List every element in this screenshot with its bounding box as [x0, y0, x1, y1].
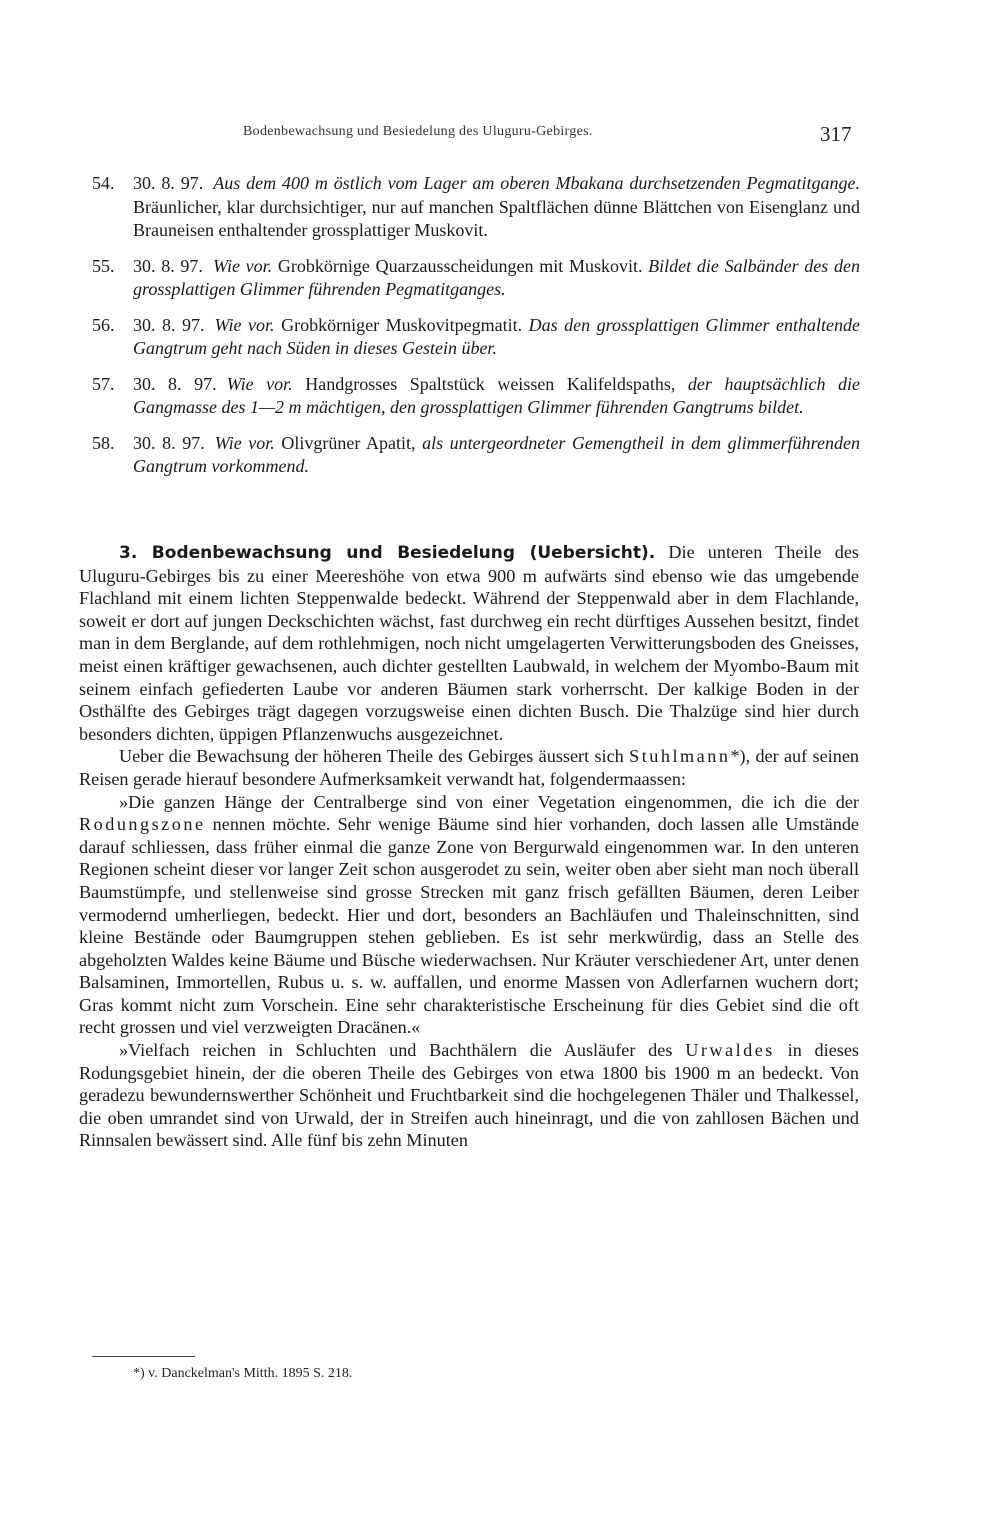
entry-number: 55. — [92, 255, 115, 276]
author-name: Stuhlmann — [629, 746, 731, 767]
entry-location: Wie vor. — [214, 314, 275, 335]
entry-location: Wie vor. — [226, 373, 293, 394]
entry-number: 54. — [92, 173, 115, 193]
entry-number: 56. — [92, 314, 115, 335]
specimen-list — [92, 172, 860, 491]
specimen-entry — [92, 172, 860, 243]
page-number: 317 — [820, 122, 852, 146]
entry-date: 30. 8. 97. — [133, 173, 204, 193]
running-head: Bodenbewachsung und Besiedelung des Uluguru-Gebirges. — [243, 124, 593, 139]
specimen-entry — [92, 373, 860, 420]
specimen-entry — [92, 255, 860, 302]
quote-paragraph — [79, 1039, 859, 1152]
section-overview — [79, 541, 859, 1152]
entry-date: 30. 8. 97. — [133, 314, 205, 335]
paragraph-text: Die unteren Theile des Uluguru-Gebirges bis zu einer Meereshöhe von etwa 900 m aufwärts sind ebenso wie das umgebende Flachland mit einem lichten Steppenwalde bedeckt. Während der Steppenwald aber in dem Flachlande, soweit er dort auf jungen Deckschichten wächst, fast durchweg ein recht dürftiges Aussehen besitzt, findet man in dem Berglande, auf dem rothlehmigen, noch nicht umgelagerten Verwitterungsboden des Gneisses, meist einen kräftiger gewachsenen, auch dichter gestellten Laubwald, in welchem der Myombo-Baum mit seinem einfach gefiederten Laube vor anderen Bäumen stark vorherrscht. Der kalkige Boden in der Osthälfte des Gebirges trägt dagegen vorzugsweise einen dichten Busch. Die Thalzüge sind hier durch besonders dichten, üppigen Pflanzenwuchs ausgezeichnet. — [79, 542, 859, 744]
entry-number: 57. — [92, 373, 115, 394]
entry-description: Handgrosses Spaltstück weissen Kalifeldspaths, — [292, 373, 688, 394]
paragraph-text: Ueber die Bewachsung der höheren Theile des Gebirges äussert sich — [119, 746, 630, 767]
entry-note: als untergeordneter Gemengtheil in dem glimmerführenden Gangtrum vorkommend. — [133, 432, 860, 476]
entry-note: Bildet die Salbänder des den grossplattigen Glimmer führenden Pegmatitganges. — [133, 255, 860, 299]
section-heading: 3. Bodenbewachsung und Besiedelung (Uebersicht). — [119, 543, 656, 563]
quote-paragraph — [79, 791, 859, 1040]
specimen-entry — [92, 314, 860, 361]
paragraph-text: »Vielfach reichen in Schluchten und Bachthälern die Ausläufer des — [119, 1040, 686, 1061]
entry-description: Bräunlicher, klar durchsichtiger, nur auf manchen Spaltflächen dünne Blättchen von Eisenglanz und Brauneisen enthaltender grossplattiger Muskovit. — [133, 196, 860, 240]
entry-date: 30. 8. 97. — [133, 255, 203, 276]
paragraph-text: *), der auf seinen Reisen gerade hierauf besondere Aufmerksamkeit verwandt hat, folgendermaassen: — [79, 746, 859, 789]
emphasized-term: Rodungszone — [79, 814, 206, 835]
paragraph-text: in dieses Rodungsgebiet hinein, der die oberen Theile des Gebirges von etwa 1800 bis 1900 m an bedeckt. Von geradezu bewundernswerther Schönheit und Fruchtbarkeit sind die hochgelegenen Thäler und Thalkessel, die oben umrandet sind von Urwald, der in Streifen auch hineinragt, und die von zahllosen Bächen und Rinnsalen bewässert sind. Alle fünf bis zehn Minuten — [79, 1040, 859, 1151]
entry-location: Aus dem 400 m östlich vom Lager am oberen Mbakana durchsetzenden Pegmatitgange. — [213, 173, 860, 193]
paragraph-text: nennen möchte. Sehr wenige Bäume sind hier vorhanden, doch lassen alle Umstände darauf schliessen, dass früher einmal die ganze Zone von Bergurwald eingenommen war. In den unteren Regionen scheint dieser vor langer Zeit schon ausgerodet zu sein, weiter oben aber sieht man noch überall Baumstümpfe, und stellenweise sind grosse Strecken mit ganz frisch gefällten Bäumen, deren Leiber vermodernd umherliegen, bedeckt. Hier und dort, besonders an Bachläufen und Thaleinschnitten, sind kleine Bestände oder Baumgruppen stehen geblieben. Es ist sehr merkwürdig, dass an Stelle des abgeholzten Waldes keine Bäume und Büsche wiederwachsen. Nur Kräuter verschiedener Art, unter denen Balsaminen, Immortellen, Rubus u. s. w. auffallen, und enorme Massen von Adlerfarnen wuchern dort; Gras kommt nicht zum Vorschein. Eine sehr charakteristische Erscheinung für dies Gebiet sind die oft recht grossen und viel verzweigten Dracänen.« — [79, 814, 859, 1038]
entry-date: 30. 8. 97. — [133, 373, 217, 394]
footnote: *) v. Danckelman's Mitth. 1895 S. 218. — [133, 1366, 353, 1381]
specimen-entry — [92, 432, 860, 479]
entry-number: 58. — [92, 432, 115, 453]
entry-note: der hauptsächlich die Gangmasse des 1—2 m mächtigen, den grossplattigen Glimmer führenden Gangtrums bildet. — [133, 373, 860, 417]
entry-description: Grobkörniger Muskovitpegmatit. — [274, 314, 529, 335]
footnote-divider — [92, 1356, 195, 1357]
section-paragraph — [79, 745, 859, 790]
entry-description: Olivgrüner Apatit, — [274, 432, 423, 453]
entry-description: Grobkörnige Quarzausscheidungen mit Muskovit. — [272, 255, 649, 276]
entry-note: Das den grossplattigen Glimmer enthaltende Gangtrum geht nach Süden in dieses Gestein über. — [133, 314, 860, 358]
emphasized-term: Urwaldes — [685, 1040, 775, 1061]
paragraph-text: »Die ganzen Hänge der Centralberge sind von einer Vegetation eingenommen, die ich die der — [119, 791, 859, 812]
entry-date: 30. 8. 97. — [133, 432, 205, 453]
entry-location: Wie vor. — [212, 255, 273, 276]
section-paragraph — [79, 541, 859, 745]
entry-location: Wie vor. — [214, 432, 275, 453]
